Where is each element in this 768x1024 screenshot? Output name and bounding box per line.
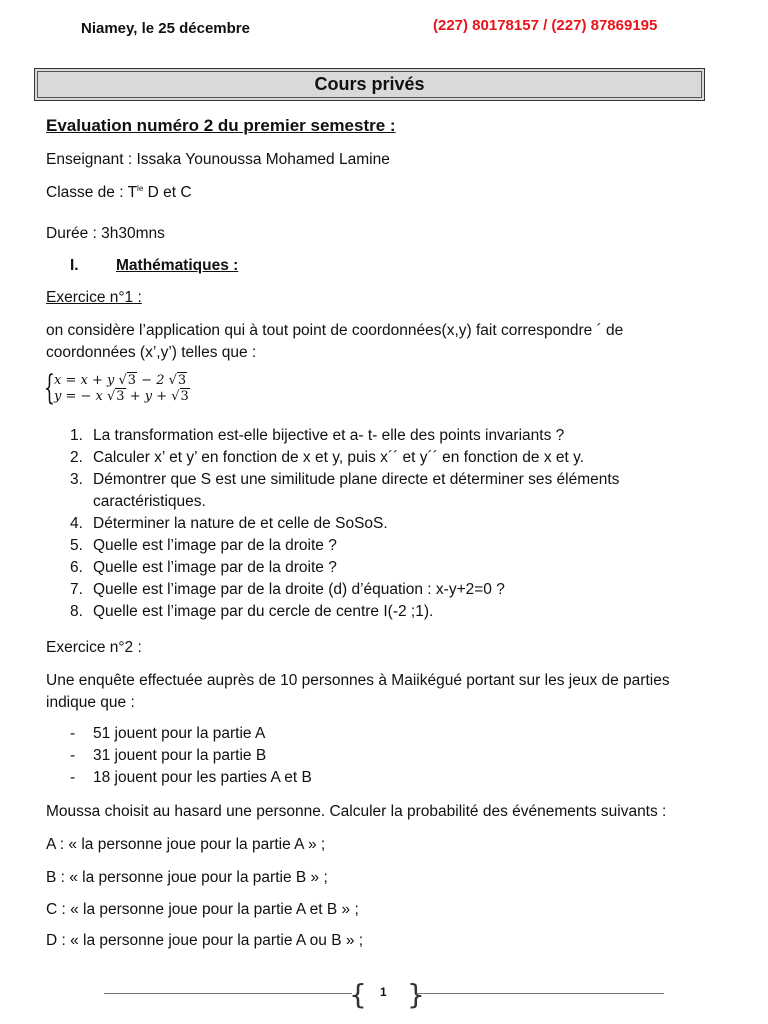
class-superscript: le [137,183,144,193]
class-line [46,182,192,204]
list-item: 4. Déterminer la nature de et celle de SoSoS. [70,515,388,532]
class-suffix: D et C [143,184,192,201]
place-date: Niamey, le 25 décembre [81,20,250,37]
list-item: 3. Démontrer que S est une similitude plane directe et déterminer ses éléments caractéristiques. [70,471,620,510]
event-a: A : « la personne joue pour la partie A » ; [46,836,326,853]
right-brace-icon: } [407,978,425,1011]
event-d: D : « la personne joue pour la partie A ou B » ; [46,932,364,949]
page-number: 1 [380,985,387,999]
section-label: Mathématiques : [116,257,239,274]
phone-numbers: (227) 80178157 / (227) 87869195 [433,17,658,34]
evaluation-title: Evaluation numéro 2 du premier semestre : [46,116,396,135]
event-b: B : « la personne joue pour la partie B » ; [46,869,328,886]
page-title: Cours privés [34,68,705,101]
class-prefix: Classe de : T [46,184,138,201]
left-brace-icon: { [349,978,367,1011]
section-number: I. [70,257,79,274]
list-item: - 18 jouent pour les parties A et B [70,769,312,786]
event-c: C : « la personne joue pour la partie A et B » ; [46,901,359,918]
exercise2-title: Exercice n°2 : [46,639,142,656]
list-item: 6. Quelle est l’image par de la droite ? [70,559,337,576]
footer-divider-left [104,993,352,994]
list-item: 1. La transformation est-elle bijective et a- t- elle des points invariants ? [70,427,565,444]
exercise2-facts [46,723,312,789]
list-item: 2. Calculer x’ et y’ en fonction de x et y, puis x´´ et y´´ en fonction de x et y. [70,449,585,466]
equation-line-2: y = − x √3 + y + √3 [54,389,189,404]
exercise2-intro-line2: indique que : [46,694,135,711]
equation-system [44,368,190,408]
list-item: 8. Quelle est l’image par du cercle de centre I(-2 ;1). [70,603,434,620]
exercise1-intro-line2: coordonnées (x’,y’) telles que : [46,344,257,361]
list-item: 7. Quelle est l’image par de la droite (d) d’équation : x-y+2=0 ? [70,581,505,598]
equation-line-1: x = x + y √3 − 2 √3 [54,373,187,388]
footer-divider-right [418,993,664,994]
exercise2-question: Moussa choisit au hasard une personne. Calculer la probabilité des événements suivants : [46,803,667,820]
list-item: 5. Quelle est l’image par de la droite ? [70,537,337,554]
list-item: - 31 jouent pour la partie B [70,747,267,764]
exercise2-intro-line1: Une enquête effectuée auprès de 10 personnes à Maiikégué portant sur les jeux de parties [46,672,670,689]
section-heading [70,255,238,277]
brace-icon: { [44,368,55,408]
list-item: - 51 jouent pour la partie A [70,725,266,742]
teacher-line: Enseignant : Issaka Younoussa Mohamed Lamine [46,151,390,168]
exercise1-intro-line1: on considère l’application qui à tout point de coordonnées(x,y) fait correspondre ´ de [46,322,624,339]
duration-line: Durée : 3h30mns [46,225,165,242]
exercise1-questions [46,425,619,623]
exercise1-title: Exercice n°1 : [46,289,142,306]
